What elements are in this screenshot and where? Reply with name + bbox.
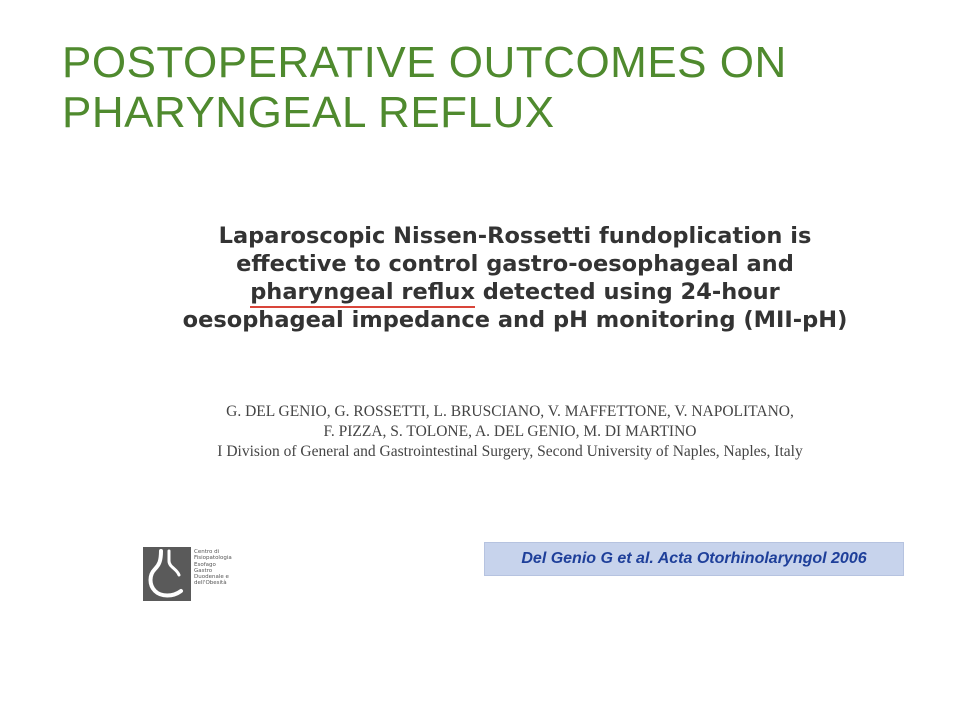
- authors-line-2: F. PIZZA, S. TOLONE, A. DEL GENIO, M. DI MARTINO: [323, 423, 697, 440]
- affiliation: I Division of General and Gastrointestinal Surgery, Second University of Naples, Naples, Italy: [217, 443, 803, 460]
- slide-title-line-2: PHARYNGEAL REFLUX: [62, 88, 555, 137]
- paper-title-line-2: effective to control gastro-oesophageal and: [236, 251, 794, 277]
- paper-title: [170, 222, 860, 334]
- authors-line-1: G. DEL GENIO, G. ROSSETTI, L. BRUSCIANO, V. MAFFETTONE, V. NAPOLITANO,: [226, 403, 794, 420]
- highlighted-phrase: pharyngeal reflux: [250, 279, 475, 308]
- logo-text-line: Duodenale e: [194, 574, 229, 581]
- paper-title-line-3: [170, 278, 860, 306]
- logo-text-line: Gastro: [194, 567, 213, 574]
- stomach-icon: [143, 547, 191, 601]
- paper-title-line-4: oesophageal impedance and pH monitoring (MII-pH): [182, 307, 848, 333]
- slide-title-line-1: POSTOPERATIVE OUTCOMES ON: [62, 38, 787, 87]
- logo-text-line: Centro di: [194, 549, 220, 555]
- logo-text-line: dell'Obesità: [194, 580, 227, 587]
- center-logo: [143, 547, 243, 601]
- paper-title-line-1: Laparoscopic Nissen-Rossetti fundoplication is: [218, 223, 812, 249]
- paper-authors: [160, 402, 860, 462]
- slide-title: [62, 38, 922, 138]
- logo-text-line: Fisiopatologia: [194, 555, 232, 562]
- logo-text-line: Esofago: [194, 561, 216, 568]
- citation-box: Del Genio G et al. Acta Otorhinolaryngol 2006: [484, 542, 904, 576]
- logo-text: [194, 547, 232, 601]
- paper-title-line-3-rest: detected using 24-hour: [474, 279, 780, 305]
